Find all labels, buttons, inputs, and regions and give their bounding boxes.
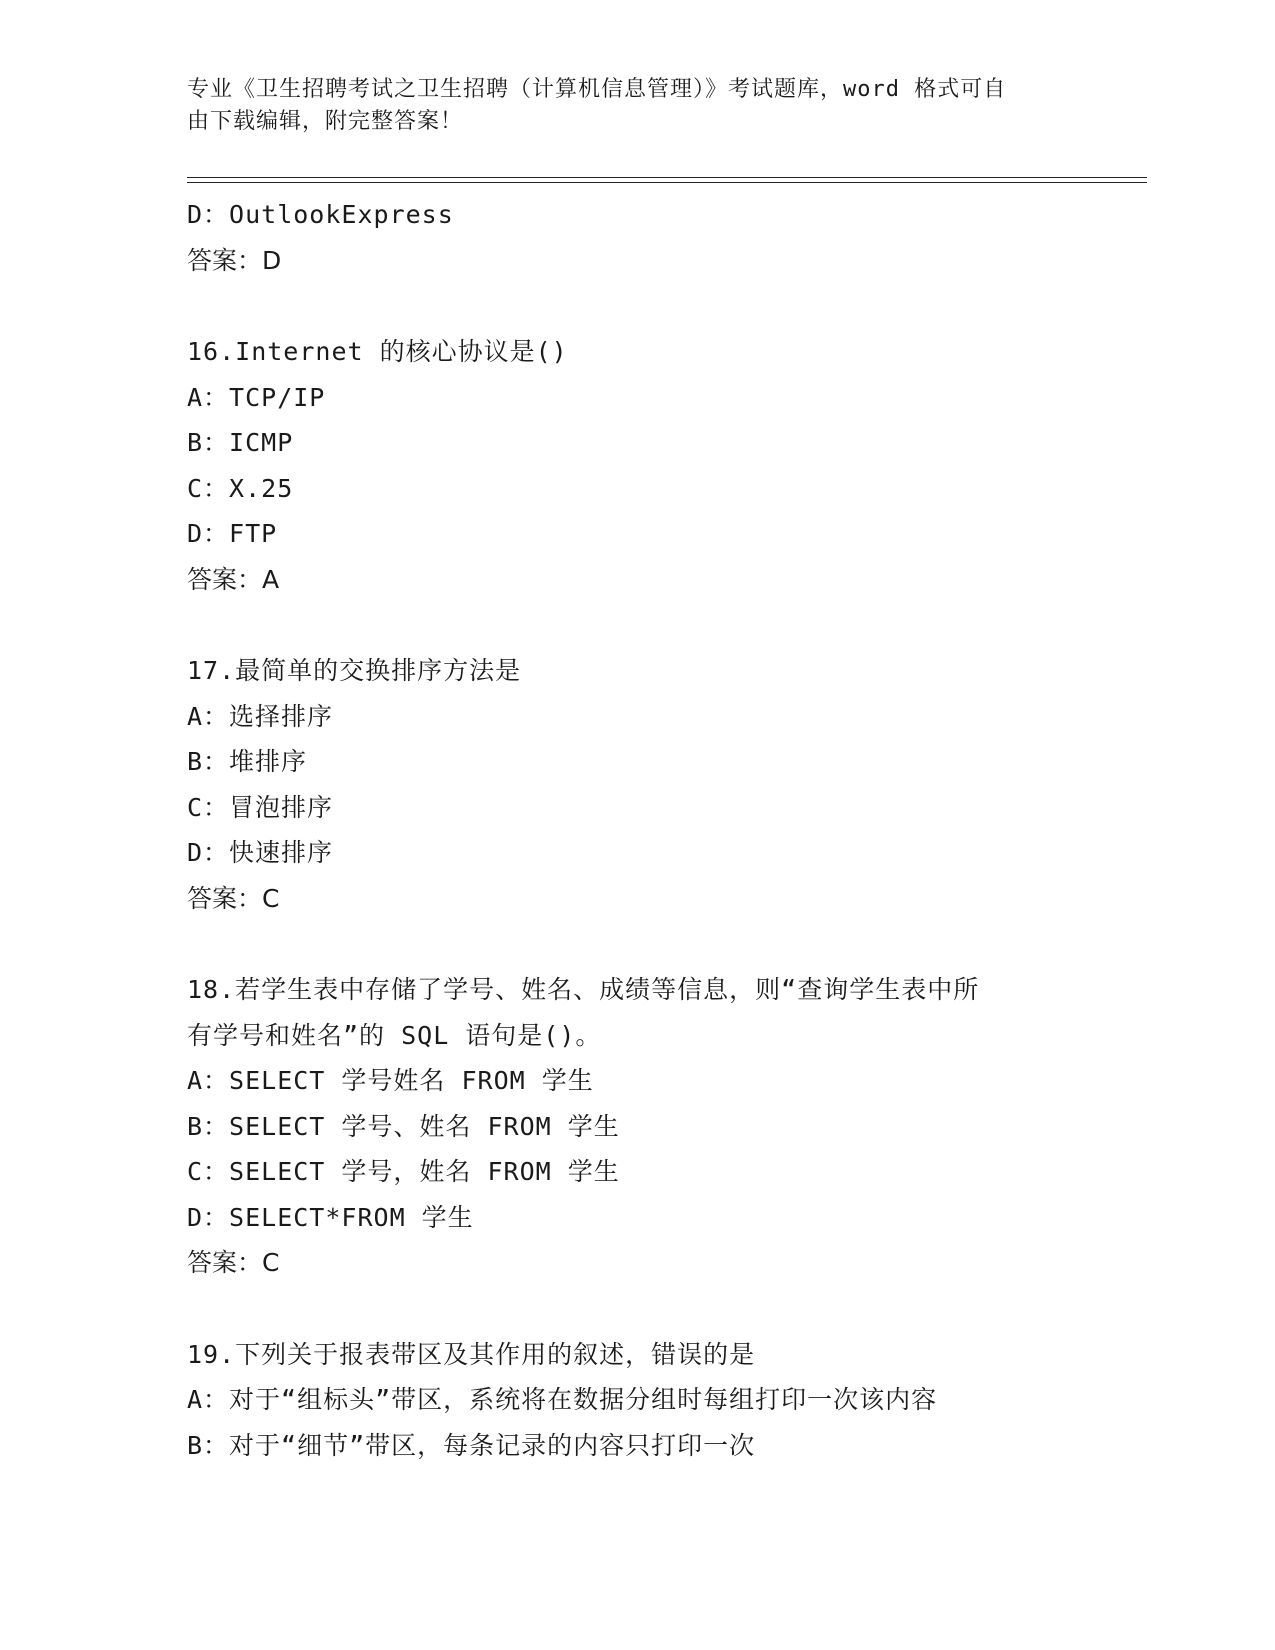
option-c: C：X.25 [187,473,294,503]
question-list [187,192,1147,1468]
option-d: D：快速排序 [187,838,334,867]
question-stem-line-1: 18.若学生表中存储了学号、姓名、成绩等信息，则“查询学生表中所 [187,975,980,1004]
question-17 [187,648,1147,921]
question-stem: 17.最简单的交换排序方法是 [187,656,522,685]
question-stem: 19.下列关于报表带区及其作用的叙述，错误的是 [187,1339,756,1369]
answer-line: 答案：C [187,1248,280,1277]
option-d: D：SELECT*FROM 学生 [187,1202,474,1232]
answer-line: 答案：A [187,564,280,594]
header-line-2: 由下载编辑，附完整答案！ [187,109,464,134]
question-stem: 16.Internet 的核心协议是() [187,337,568,366]
option-b: B：堆排序 [187,747,308,776]
option-b: B：ICMP [187,428,294,457]
header-line-1: 专业《卫生招聘考试之卫生招聘（计算机信息管理）》考试题库，word 格式可自 [187,77,1007,102]
option-a: A：TCP/IP [187,382,326,412]
option-a: A：选择排序 [187,701,334,731]
option-a: A：SELECT 学号姓名 FROM 学生 [187,1066,594,1095]
option-b: B：SELECT 学号、姓名 FROM 学生 [187,1111,620,1141]
question-19 [187,1332,1147,1469]
option-b: B：对于“细节”带区，每条记录的内容只打印一次 [187,1430,756,1460]
option-d: D：OutlookExpress [187,200,454,229]
question-18 [187,967,1147,1286]
document-header [187,74,1077,138]
option-c: C：冒泡排序 [187,792,334,822]
option-c: C：SELECT 学号，姓名 FROM 学生 [187,1157,620,1186]
question-16 [187,329,1147,602]
option-a: A：对于“组标头”带区，系统将在数据分组时每组打印一次该内容 [187,1385,938,1414]
header-divider-bottom [187,182,1147,183]
answer-line: 答案：D [187,245,282,275]
question-stem-line-2: 有学号和姓名”的 SQL 语句是()。 [187,1020,602,1050]
option-d: D：FTP [187,519,278,548]
answer-line: 答案：C [187,883,280,913]
header-divider-top [187,177,1147,178]
